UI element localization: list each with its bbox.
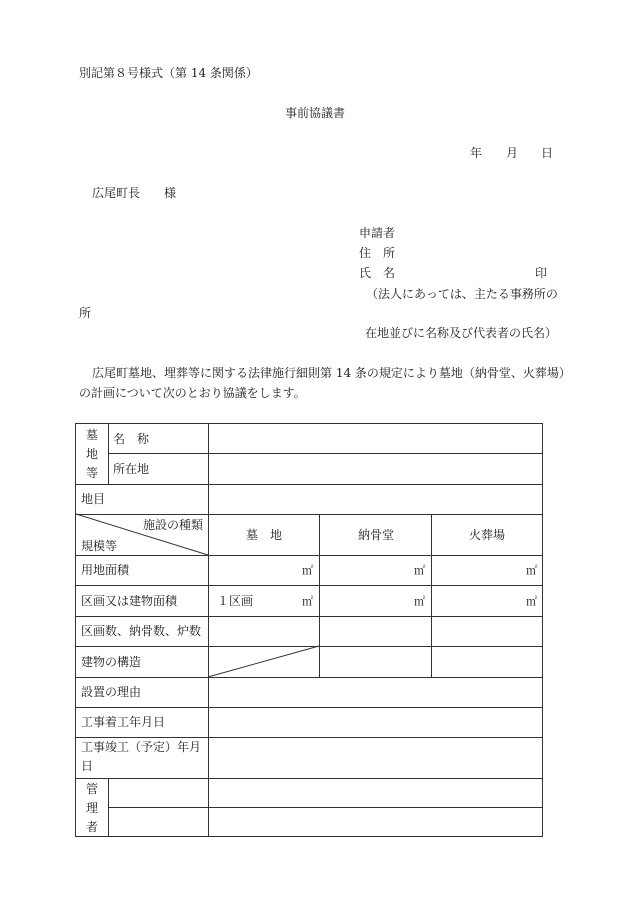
corporate-note-line2: 所 — [79, 306, 92, 320]
date-day-label: 日 — [541, 146, 554, 160]
bochi-label-char3: 等 — [86, 466, 99, 480]
end-date-label-line1: 工事竣工（予定）年月 — [81, 740, 202, 754]
facility-type-label: 施設の種類 — [143, 518, 204, 532]
addressee: 広尾町長 様 — [92, 186, 177, 200]
column-header-kasoba: 火葬場 — [469, 528, 506, 542]
name-row-label: 名 称 — [113, 432, 150, 446]
land-category-label: 地目 — [81, 492, 106, 506]
site-area-unit-kasoba: ㎡ — [526, 564, 537, 577]
start-date-label: 工事着工年月日 — [81, 715, 166, 729]
date-month-label: 月 — [506, 146, 519, 160]
site-area-unit-bochi: ㎡ — [302, 564, 313, 577]
end-date-label-line2: 日 — [81, 759, 94, 773]
site-area-label: 用地面積 — [81, 563, 130, 577]
plot-area-unit-kasoba: ㎡ — [526, 595, 537, 608]
one-plot-label: １区画 — [217, 594, 254, 608]
counts-label: 区画数、納骨数、炉数 — [81, 624, 202, 638]
body-text-line2: の計画について次のとおり協議をします。 — [79, 386, 306, 400]
bochi-label-char2: 地 — [86, 447, 99, 461]
date-year-label: 年 — [470, 146, 483, 160]
manager-label-char3: 者 — [86, 820, 99, 834]
corporate-note-line1: （法人にあっては、主たる事務所の — [366, 287, 558, 301]
document-title: 事前協議書 — [285, 106, 346, 120]
body-text-line1: 広尾町墓地、埋葬等に関する法律施行細則第 14 条の規定により墓地（納骨堂、火葬場） — [92, 366, 571, 380]
seal-label: 印 — [535, 266, 548, 280]
scale-label: 規模等 — [81, 539, 118, 553]
plot-area-unit-bochi: ㎡ — [302, 595, 313, 608]
applicant-label: 申請者 — [359, 226, 396, 240]
plot-area-unit-nokotsudo: ㎡ — [414, 595, 425, 608]
manager-label-char2: 理 — [86, 801, 99, 815]
plot-area-label: 区画又は建物面積 — [81, 594, 178, 608]
structure-label: 建物の構造 — [81, 655, 142, 669]
location-row-label: 所在地 — [113, 462, 150, 476]
column-header-bochi: 墓 地 — [246, 528, 283, 542]
bochi-label-char1: 墓 — [86, 428, 99, 442]
address-label: 住 所 — [359, 246, 396, 260]
corporate-note-line3: 在地並びに名称及び代表者の氏名） — [365, 326, 558, 340]
reason-label: 設置の理由 — [81, 685, 142, 699]
column-header-nokotsudo: 納骨堂 — [358, 528, 395, 542]
form-number-label: 別記第８号様式（第 14 条関係） — [79, 66, 258, 80]
form-table — [75, 423, 543, 837]
manager-label-char1: 管 — [86, 782, 99, 796]
name-label: 氏 名 — [359, 266, 396, 280]
site-area-unit-nokotsudo: ㎡ — [414, 564, 425, 577]
